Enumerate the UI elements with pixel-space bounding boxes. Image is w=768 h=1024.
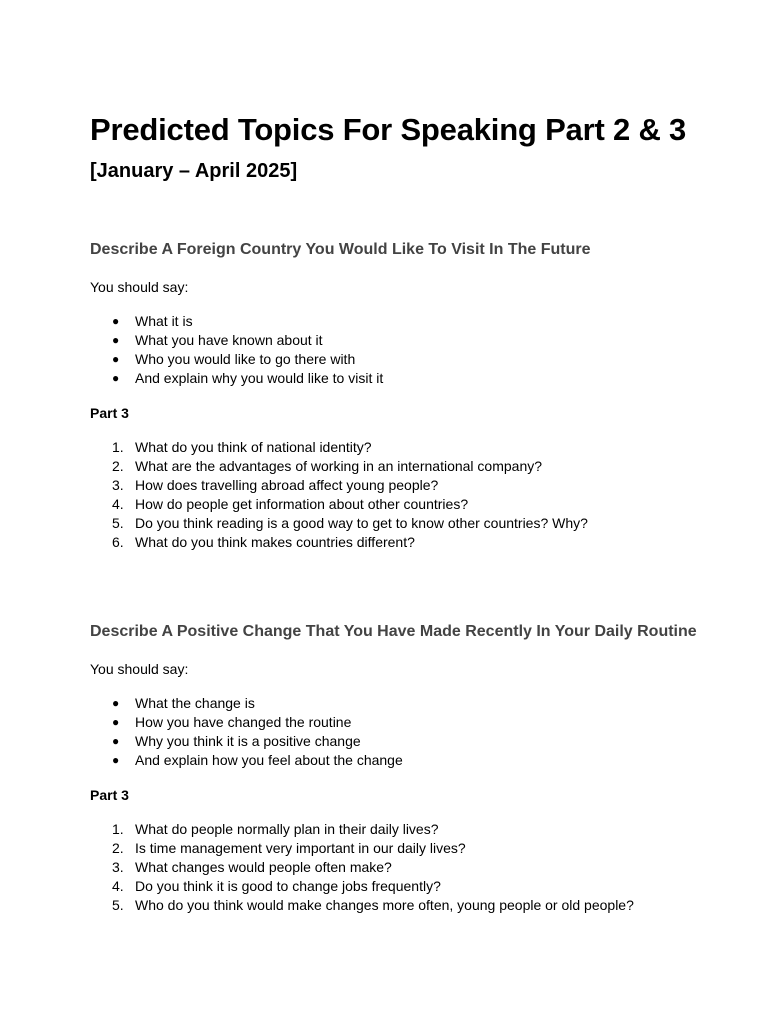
cue-text: And explain how you feel about the change — [135, 752, 403, 768]
topic-heading: Describe A Positive Change That You Have Made Recently In Your Daily Routine — [90, 623, 697, 640]
document-page — [90, 110, 710, 915]
cue-list-item — [90, 732, 710, 751]
question-text: How do people get information about other countries? — [135, 496, 469, 512]
question-list-item — [90, 533, 710, 552]
question-text: What do people normally plan in their daily lives? — [135, 821, 439, 837]
question-number: 3. — [112, 859, 124, 875]
bullet-icon: ● — [112, 696, 120, 710]
topics-container — [90, 238, 710, 915]
cue-list-item — [90, 369, 710, 388]
question-list-item — [90, 438, 710, 457]
bullet-icon: ● — [112, 352, 120, 366]
topic-section — [90, 238, 710, 552]
question-number: 1. — [112, 821, 124, 837]
bullet-icon: ● — [112, 371, 120, 385]
question-text: Is time management very important in our daily lives? — [135, 840, 466, 856]
bullet-icon: ● — [112, 333, 120, 347]
question-text: What do you think of national identity? — [135, 439, 372, 455]
question-list-item — [90, 514, 710, 533]
part-3-label: Part 3 — [90, 405, 129, 421]
part-3-question-list — [90, 438, 710, 552]
question-number: 2. — [112, 458, 124, 474]
question-number: 4. — [112, 496, 124, 512]
question-text: What changes would people often make? — [135, 859, 392, 875]
topic-heading: Describe A Foreign Country You Would Like To Visit In The Future — [90, 241, 591, 258]
cue-text: And explain why you would like to visit it — [135, 370, 384, 386]
question-number: 1. — [112, 439, 124, 455]
question-text: What are the advantages of working in an international company? — [135, 458, 543, 474]
cue-list-item — [90, 312, 710, 331]
question-text: What do you think makes countries different? — [135, 534, 415, 550]
part-3-label: Part 3 — [90, 787, 129, 803]
question-list-item — [90, 457, 710, 476]
question-text: Do you think reading is a good way to get to know other countries? Why? — [135, 515, 588, 531]
question-number: 5. — [112, 897, 124, 913]
page-title: Predicted Topics For Speaking Part 2 & 3 — [90, 112, 687, 147]
part-3-question-list — [90, 820, 710, 915]
bullet-icon: ● — [112, 314, 120, 328]
question-list-item — [90, 877, 710, 896]
bullet-icon: ● — [112, 715, 120, 729]
cue-card-prompt: You should say: — [90, 279, 189, 295]
question-list-item — [90, 896, 710, 915]
bullet-icon: ● — [112, 753, 120, 767]
cue-list — [90, 694, 710, 770]
question-list-item — [90, 820, 710, 839]
cue-card-prompt: You should say: — [90, 661, 189, 677]
question-number: 6. — [112, 534, 124, 550]
question-list-item — [90, 839, 710, 858]
cue-list-item — [90, 331, 710, 350]
question-list-item — [90, 858, 710, 877]
question-number: 4. — [112, 878, 124, 894]
question-list-item — [90, 476, 710, 495]
cue-text: What the change is — [135, 695, 255, 711]
question-number: 5. — [112, 515, 124, 531]
question-number: 2. — [112, 840, 124, 856]
bullet-icon: ● — [112, 734, 120, 748]
topic-section — [90, 620, 710, 915]
cue-list — [90, 312, 710, 388]
cue-list-item — [90, 350, 710, 369]
cue-text: Who you would like to go there with — [135, 351, 356, 367]
question-text: How does travelling abroad affect young people? — [135, 477, 439, 493]
cue-list-item — [90, 694, 710, 713]
question-text: Who do you think would make changes more often, young people or old people? — [135, 897, 634, 913]
question-list-item — [90, 495, 710, 514]
cue-text: How you have changed the routine — [135, 714, 352, 730]
cue-text: What you have known about it — [135, 332, 323, 348]
cue-list-item — [90, 713, 710, 732]
cue-text: Why you think it is a positive change — [135, 733, 361, 749]
cue-text: What it is — [135, 313, 193, 329]
cue-list-item — [90, 751, 710, 770]
question-text: Do you think it is good to change jobs frequently? — [135, 878, 441, 894]
question-number: 3. — [112, 477, 124, 493]
page-subtitle: [January – April 2025] — [90, 160, 298, 182]
